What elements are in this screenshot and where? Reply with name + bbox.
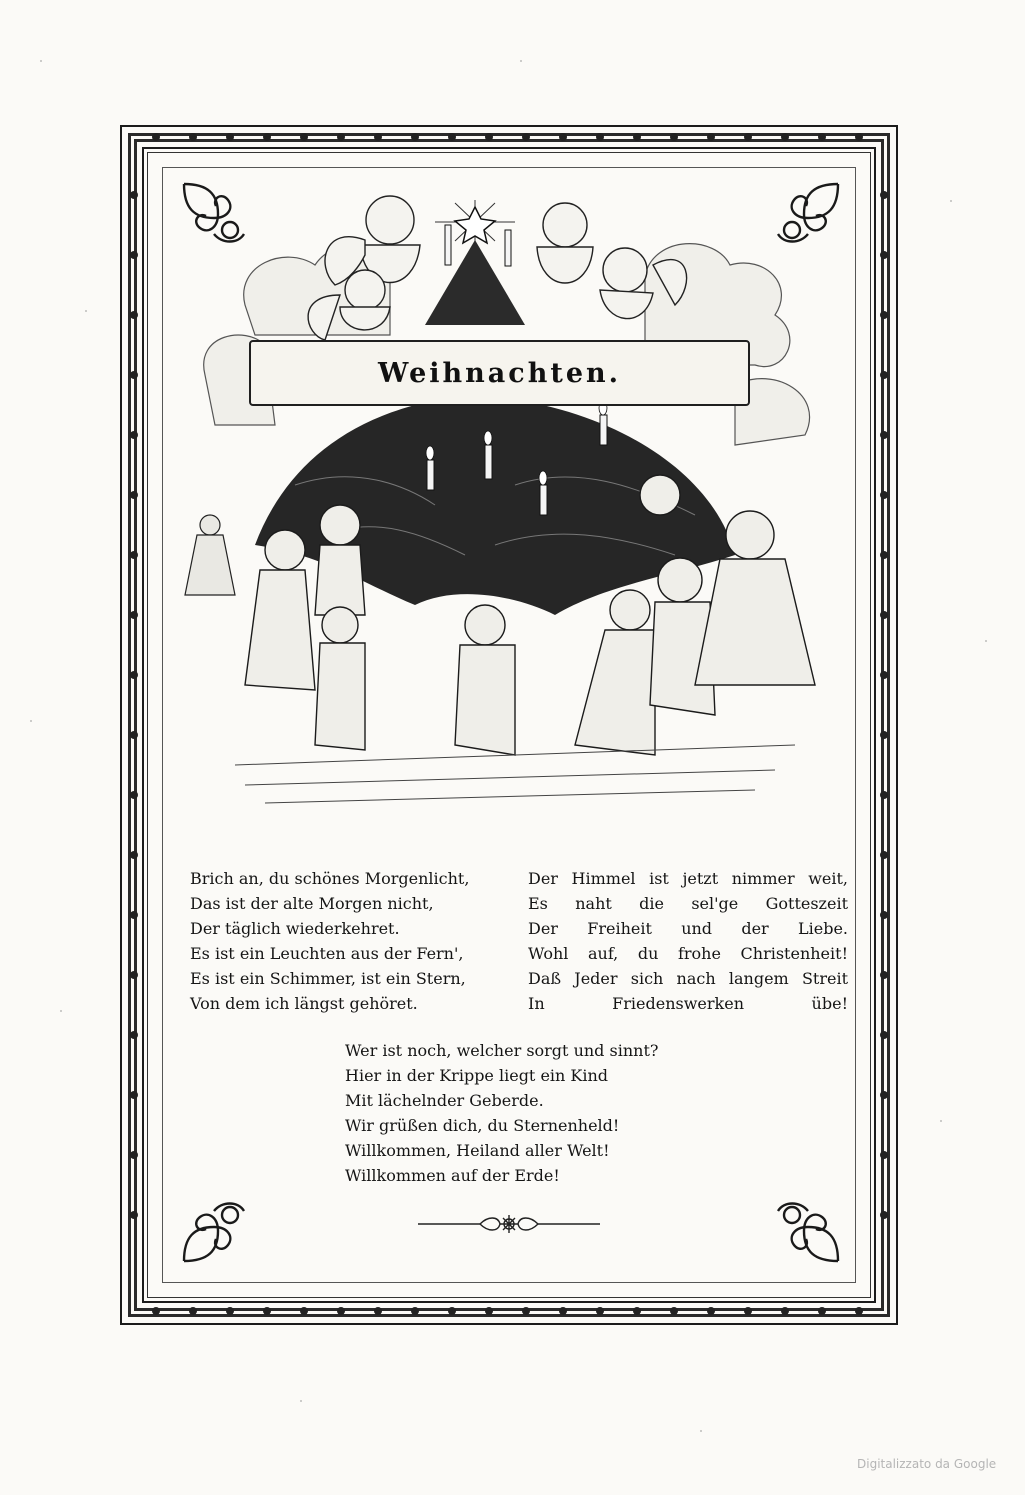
top-ornament-rail bbox=[146, 128, 872, 146]
left-ornament-rail bbox=[125, 175, 143, 1275]
stanza-right bbox=[528, 866, 848, 1016]
scroll-ornament-icon bbox=[772, 1195, 844, 1267]
poem-line: Das ist der alte Morgen nicht, bbox=[190, 894, 434, 913]
christmas-tree-illustration bbox=[175, 185, 845, 835]
stanza-center bbox=[345, 1038, 675, 1188]
page-title: Weihnachten. bbox=[377, 357, 622, 389]
poem-line: In Friedenswerken übe! bbox=[528, 994, 848, 1013]
title-banner bbox=[249, 340, 750, 406]
flourish-divider-icon bbox=[418, 1214, 600, 1234]
poem-line: Es naht die sel'ge Gotteszeit bbox=[528, 894, 848, 913]
stanza-left bbox=[190, 866, 505, 1016]
poem-line: Es ist ein Leuchten aus der Fern', bbox=[190, 944, 464, 963]
poem-line: Wir grüßen dich, du Sternenheld! bbox=[345, 1116, 620, 1135]
poem-line: Willkommen, Heiland aller Welt! bbox=[345, 1141, 610, 1160]
poem-line: Der Freiheit und der Liebe. bbox=[528, 919, 848, 938]
poem-line: Daß Jeder sich nach langem Streit bbox=[528, 969, 848, 988]
bottom-ornament-rail bbox=[146, 1302, 872, 1320]
poem-line: Hier in der Krippe liegt ein Kind bbox=[345, 1066, 609, 1085]
digitization-watermark: Digitalizzato da Google bbox=[857, 1457, 997, 1471]
poem-line: Der täglich wiederkehret. bbox=[190, 919, 400, 938]
right-ornament-rail bbox=[875, 175, 893, 1275]
poem-line: Von dem ich längst gehöret. bbox=[190, 994, 418, 1013]
poem-line: Mit lächelnder Geberde. bbox=[345, 1091, 544, 1110]
poem-line: Wohl auf, du frohe Christenheit! bbox=[528, 944, 848, 963]
poem-line: Es ist ein Schimmer, ist ein Stern, bbox=[190, 969, 466, 988]
poem-line: Wer ist noch, welcher sorgt und sinnt? bbox=[345, 1041, 659, 1060]
scroll-ornament-icon bbox=[178, 1195, 250, 1267]
poem-line: Brich an, du schönes Morgenlicht, bbox=[190, 869, 470, 888]
poem-line: Willkommen auf der Erde! bbox=[345, 1166, 560, 1185]
poem-line: Der Himmel ist jetzt nimmer weit, bbox=[528, 869, 848, 888]
